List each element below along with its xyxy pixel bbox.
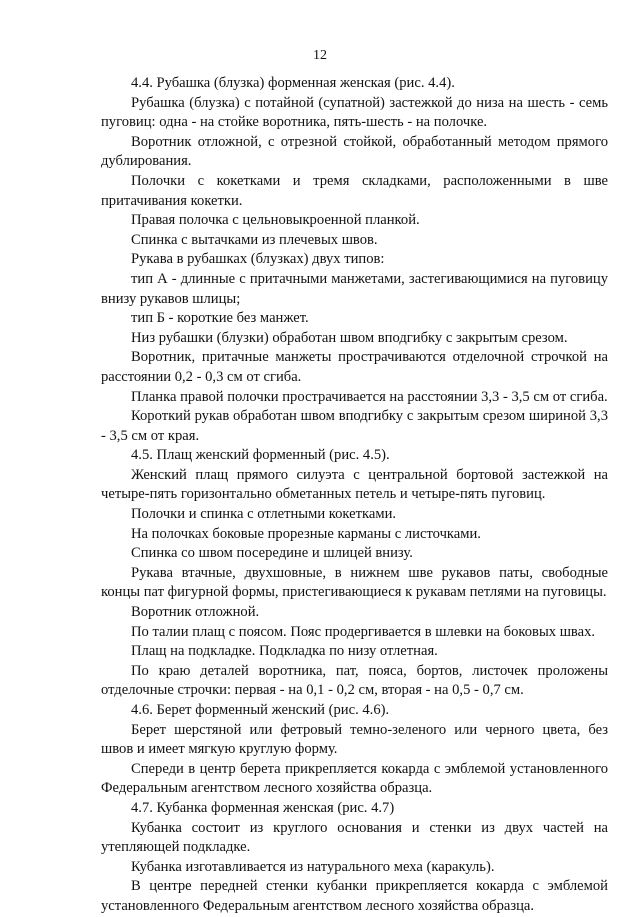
paragraph: Берет шерстяной или фетровый темно-зеленого или черного цвета, без швов и имеет мягкую круглую форму.	[101, 721, 608, 758]
paragraph: Воротник отложной, с отрезной стойкой, обработанный методом прямого дублирования.	[101, 133, 608, 170]
paragraph: Низ рубашки (блузки) обработан швом вподгибку с закрытым срезом.	[131, 329, 568, 346]
paragraph: На полочках боковые прорезные карманы с листочками.	[131, 525, 481, 542]
paragraph: тип Б - короткие без манжет.	[131, 310, 309, 327]
paragraph: Плащ на подкладке. Подкладка по низу отлетная.	[131, 643, 438, 660]
paragraph: Планка правой полочки прострачивается на расстоянии 3,3 - 3,5 см от сгиба.	[131, 388, 608, 405]
page-number: 12	[313, 48, 327, 63]
paragraph: Воротник отложной.	[131, 604, 260, 621]
paragraph: Кубанка изготавливается из натурального меха (каракуль).	[131, 858, 495, 875]
paragraph: Полочки с кокетками и тремя складками, расположенными в шве притачивания кокетки.	[101, 172, 608, 209]
document-body	[101, 74, 608, 917]
paragraph: 4.6. Берет форменный женский (рис. 4.6).	[131, 702, 390, 718]
paragraph: Кубанка состоит из круглого основания и стенки из двух частей на утепляющей подкладке.	[101, 819, 608, 856]
paragraph: Спереди в центр берета прикрепляется кокарда с эмблемой установленного Федеральным агентством лесного хозяйства образца.	[101, 760, 608, 797]
paragraph: 4.5. Плащ женский форменный (рис. 4.5).	[131, 447, 390, 464]
paragraph: Рубашка (блузка) с потайной (супатной) застежкой до низа на шесть - семь пуговиц: одна - на стойке воротника, пять-шесть - на полочке.	[101, 94, 608, 131]
paragraph: 4.4. Рубашка (блузка) форменная женская (рис. 4.4).	[131, 75, 455, 91]
paragraph: Женский плащ прямого силуэта с центральной бортовой застежкой на четыре-пять горизонтально обметанных петель и четыре-пять пуговиц.	[101, 466, 608, 503]
paragraph: В центре передней стенки кубанки прикрепляется кокарда с эмблемой установленного Федеральным агентством лесного хозяйства образца.	[101, 878, 608, 914]
paragraph: Короткий рукав обработан швом вподгибку с закрытым срезом шириной 3,3 - 3,5 см от края.	[101, 408, 608, 444]
paragraph: 4.7. Кубанка форменная женская (рис. 4.7)	[131, 799, 395, 816]
paragraph: Спинка со швом посередине и шлицей внизу.	[131, 545, 413, 562]
paragraph: Рукава в рубашках (блузках) двух типов:	[131, 251, 385, 268]
paragraph: Правая полочка с цельновыкроенной планкой.	[131, 212, 420, 229]
paragraph: Воротник, притачные манжеты прострачиваются отделочной строчкой на расстоянии 0,2 - 0,3 см от сгиба.	[101, 349, 608, 385]
paragraph: Спинка с вытачками из плечевых швов.	[131, 231, 378, 248]
paragraph: По краю деталей воротника, пат, пояса, бортов, листочек проложены отделочные строчки: первая - на 0,1 - 0,2 см, вторая - на 0,5 - 0,7 см.	[101, 662, 608, 699]
paragraph: По талии плащ с поясом. Пояс продергивается в шлевки на боковых швах.	[131, 623, 596, 640]
paragraph: Рукава втачные, двухшовные, в нижнем шве рукавов паты, свободные концы пат фигурной формы, пристегивающиеся к рукавам петлями на пуговицы.	[101, 564, 608, 601]
paragraph: тип А - длинные с притачными манжетами, застегивающимися на пуговицу внизу рукавов шлицы;	[101, 270, 608, 307]
paragraph: Полочки и спинка с отлетными кокетками.	[131, 506, 397, 523]
